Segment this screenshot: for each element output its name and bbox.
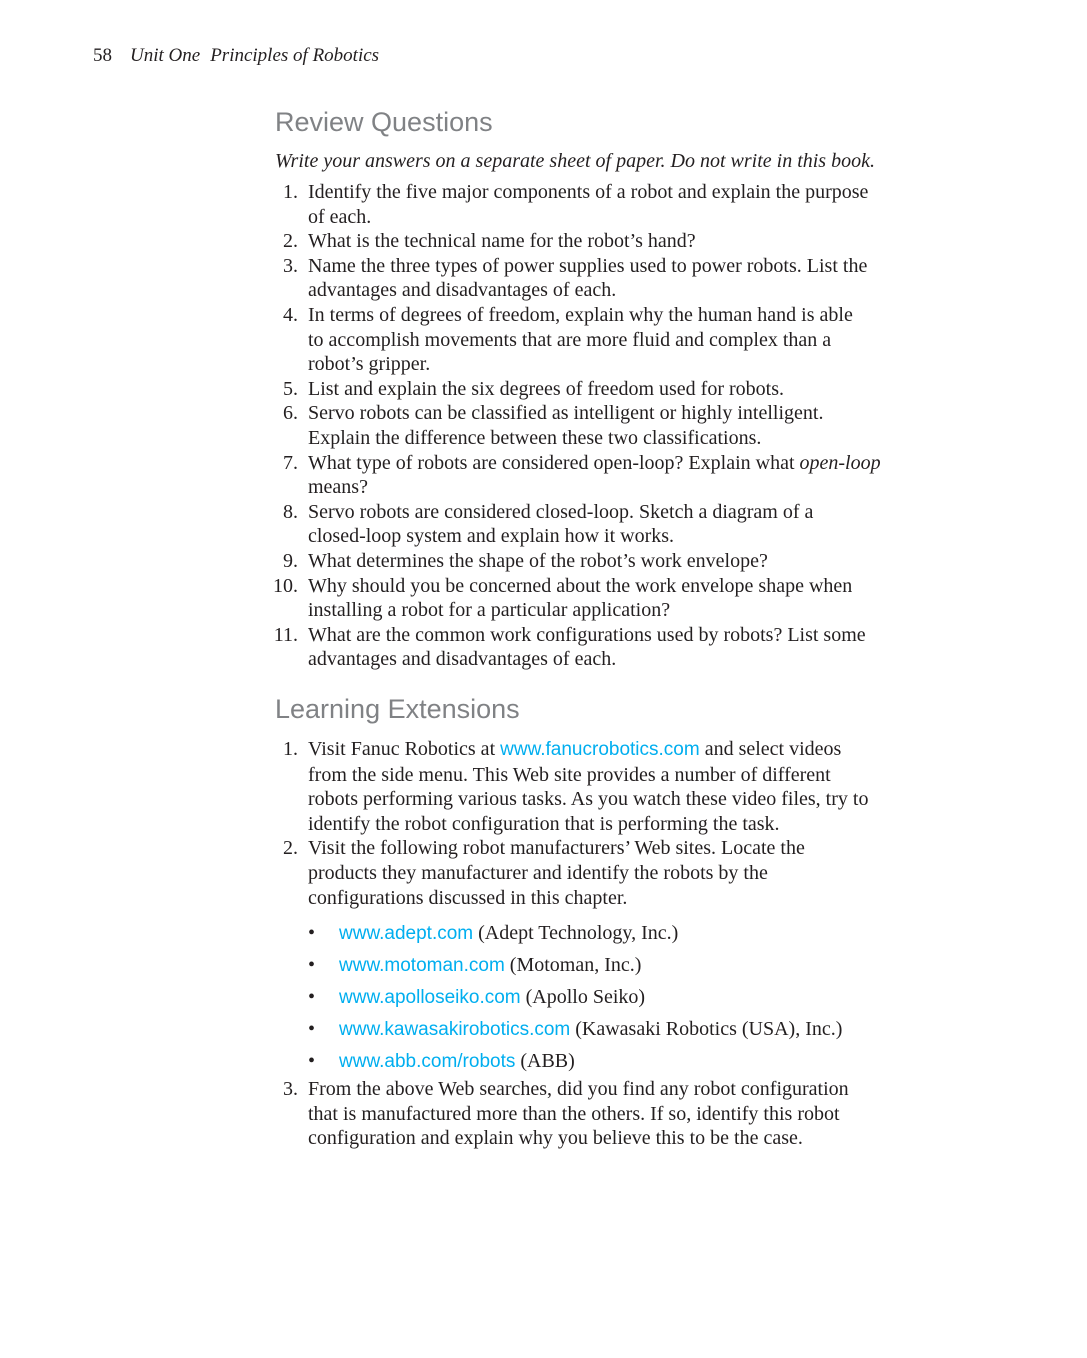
review-question <box>262 451 881 500</box>
item-number: 9. <box>283 549 298 572</box>
learning-extensions-heading: Learning Extensions <box>275 694 520 724</box>
item-number: 11. <box>273 623 298 646</box>
bullet-icon: • <box>308 954 316 977</box>
manufacturer-site <box>308 981 868 1013</box>
manufacturer-site <box>308 917 868 949</box>
site-link[interactable]: www.abb.com/robots <box>339 1051 516 1073</box>
item-line: configurations discussed in this chapter. <box>308 886 628 909</box>
company-name: (ABB) <box>515 1050 575 1073</box>
review-question <box>262 623 881 672</box>
emphasis: open-loop <box>799 451 881 474</box>
item-line: From the above Web searches, did you find any robot configuration <box>308 1078 849 1101</box>
site-link[interactable]: www.motoman.com <box>339 955 505 977</box>
text: What type of robots are considered open-loop? Explain what <box>308 451 800 474</box>
bullet-icon: • <box>308 1050 316 1073</box>
manufacturer-site <box>308 1013 868 1045</box>
company-name: (Kawasaki Robotics (USA), Inc.) <box>570 1018 843 1041</box>
running-header <box>93 45 389 67</box>
item-line: What is the technical name for the robot’s hand? <box>308 230 696 253</box>
item-line: Name the three types of power supplies used to power robots. List the <box>308 254 868 277</box>
review-question <box>262 377 881 402</box>
review-question <box>262 574 881 623</box>
site-link[interactable]: www.kawasakirobotics.com <box>339 1019 571 1041</box>
item-line: identify the robot configuration that is performing the task. <box>308 812 780 835</box>
item-number: 3. <box>283 254 298 277</box>
review-question <box>262 229 881 254</box>
item-line: from the side menu. This Web site provides a number of different <box>308 763 831 786</box>
item-line: Visit the following robot manufacturers’ Web sites. Locate the <box>308 837 805 860</box>
item-line: advantages and disadvantages of each. <box>308 279 617 302</box>
learning-extensions-list <box>262 737 868 1151</box>
site-link[interactable]: www.adept.com <box>339 923 474 945</box>
item-number: 1. <box>283 738 298 760</box>
item-line: Identify the five major components of a robot and explain the purpose <box>308 181 869 203</box>
item-number: 4. <box>283 303 298 326</box>
fanuc-link[interactable]: www.fanucrobotics.com <box>500 739 700 760</box>
manufacturer-site <box>308 1045 868 1077</box>
item-line: to accomplish movements that are more fluid and complex than a <box>308 328 832 351</box>
item-number: 7. <box>283 451 298 474</box>
company-name: (Apollo Seiko) <box>520 986 646 1009</box>
bullet-icon: • <box>308 986 316 1009</box>
bullet-icon: • <box>308 1018 316 1041</box>
item-line: robot’s gripper. <box>308 353 431 376</box>
item-line: What determines the shape of the robot’s work envelope? <box>308 549 768 572</box>
company-name: (Motoman, Inc.) <box>504 954 642 977</box>
list-item <box>262 737 868 836</box>
item-line <box>308 451 881 476</box>
review-question <box>262 549 881 574</box>
item-line: Servo robots are considered closed-loop. Sketch a diagram of a <box>308 500 814 523</box>
item-line <box>308 737 868 763</box>
item-line: List and explain the six degrees of freedom used for robots. <box>308 377 784 400</box>
company-name: (Adept Technology, Inc.) <box>473 922 679 945</box>
page-number: 58 <box>93 45 112 66</box>
list-item <box>262 1077 868 1151</box>
list-item <box>262 836 868 1077</box>
bullet-icon: • <box>308 922 316 945</box>
item-number: 10. <box>273 574 298 597</box>
item-line: Servo robots can be classified as intelligent or highly intelligent. <box>308 402 824 425</box>
review-question <box>262 500 881 549</box>
item-number: 2. <box>283 837 298 860</box>
item-line: advantages and disadvantages of each. <box>308 648 617 671</box>
review-question <box>262 401 881 450</box>
item-line: Why should you be concerned about the work envelope shape when <box>308 574 853 597</box>
instructions: Write your answers on a separate sheet of paper. Do not write in this book. <box>275 150 875 172</box>
item-number: 2. <box>283 230 298 253</box>
manufacturer-site <box>308 949 868 981</box>
review-question <box>262 303 881 377</box>
review-questions-heading: Review Questions <box>275 107 493 137</box>
review-question <box>262 180 881 229</box>
unit-label: Unit One <box>130 45 201 66</box>
item-line: means? <box>308 476 368 499</box>
item-line: robots performing various tasks. As you watch these video files, try to <box>308 788 869 811</box>
review-question <box>262 254 881 303</box>
item-line: products they manufacturer and identify the robots by the <box>308 861 768 884</box>
item-line: In terms of degrees of freedom, explain why the human hand is able <box>308 303 853 326</box>
item-line: of each. <box>308 205 372 228</box>
item-number: 3. <box>283 1078 298 1101</box>
chapter-title: Principles of Robotics <box>210 45 380 66</box>
item-line: Explain the difference between these two classifications. <box>308 426 762 449</box>
item-line: What are the common work configurations used by robots? List some <box>308 623 866 646</box>
item-number: 1. <box>283 181 298 203</box>
item-line: installing a robot for a particular application? <box>308 599 671 622</box>
text: and select videos <box>699 738 842 760</box>
item-number: 5. <box>283 377 298 400</box>
item-line: that is manufactured more than the others. If so, identify this robot <box>308 1102 840 1125</box>
review-questions-list <box>262 180 881 672</box>
item-number: 8. <box>283 500 298 523</box>
item-line: configuration and explain why you believe this to be the case. <box>308 1127 803 1150</box>
item-line: closed-loop system and explain how it works. <box>308 525 675 548</box>
manufacturer-sites-list <box>308 917 868 1077</box>
site-link[interactable]: www.apolloseiko.com <box>339 987 521 1009</box>
item-number: 6. <box>283 402 298 425</box>
text: Visit Fanuc Robotics at <box>308 738 501 760</box>
